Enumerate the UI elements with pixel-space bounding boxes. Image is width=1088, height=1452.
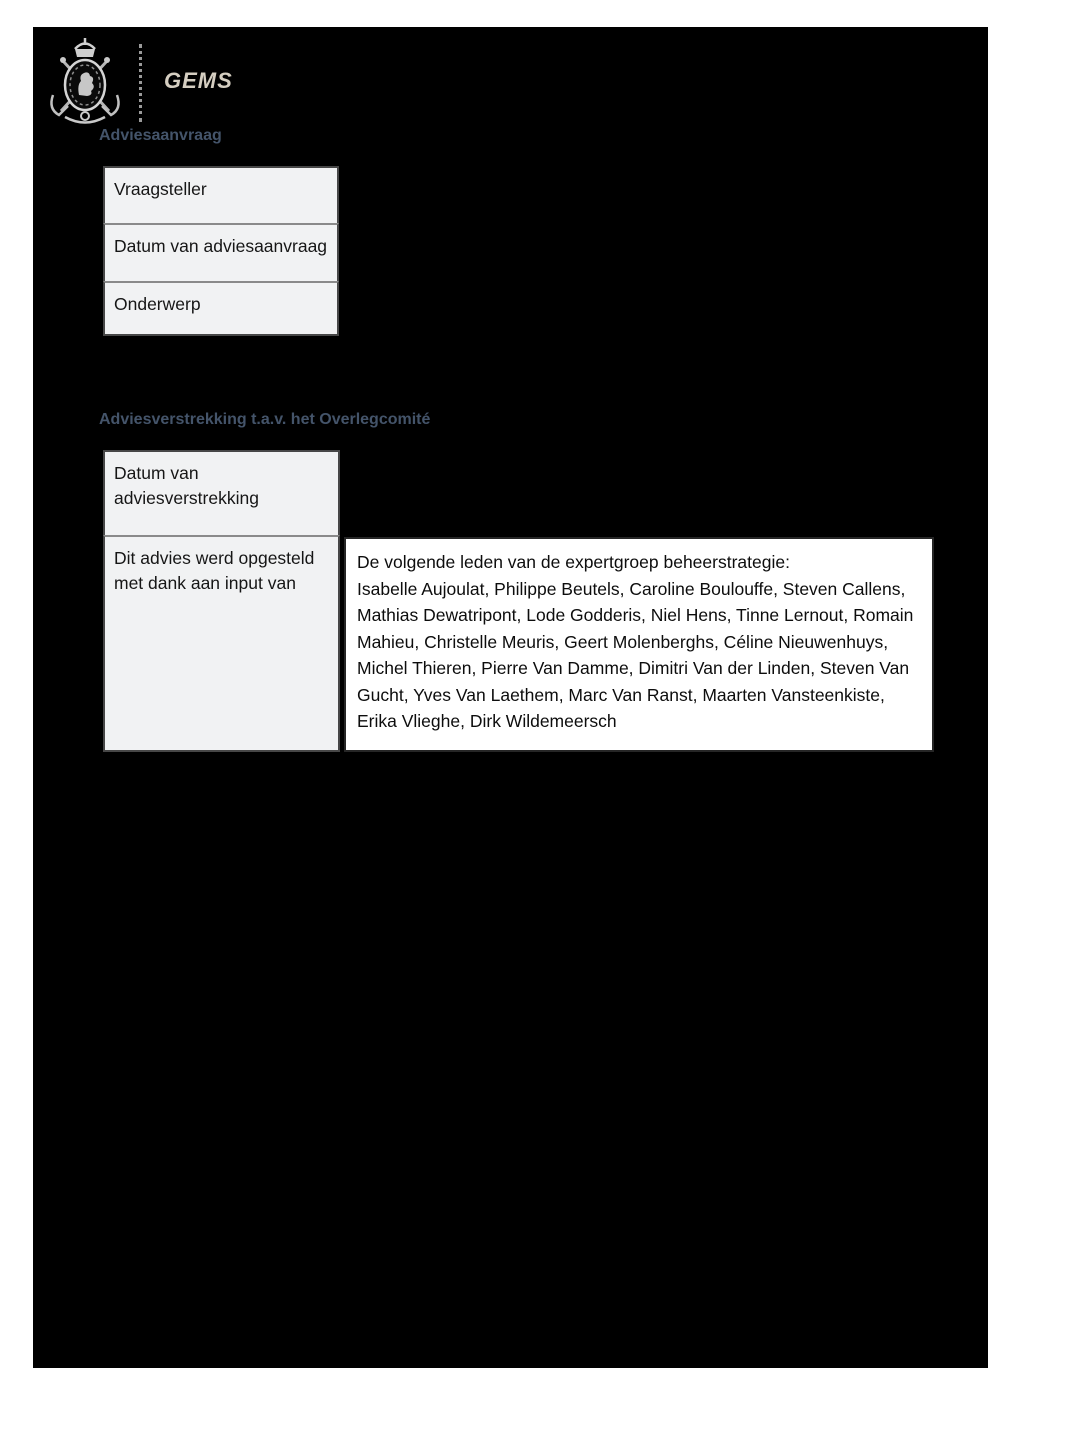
field-label-datum-adviesverstrekking: Datum van adviesverstrekking <box>103 450 340 537</box>
brand-gems: GEMS <box>164 68 233 93</box>
logo-divider <box>139 44 142 122</box>
document-canvas <box>33 27 988 1368</box>
field-label-input-van: Dit advies werd opgesteld met dank aan input van <box>103 535 340 752</box>
expertgroep-member-names: Isabelle Aujoulat, Philippe Beutels, Caroline Boulouffe, Steven Callens, Mathias Dewatripont, Lode Godderis, Niel Hens, Tinne Lernout, Romain Mahieu, Christelle Meuris, Geert Molenberghs, Céline Nieuwenhuys, Michel Thieren, Pierre Van Damme, Dimitri Van der Linden, Steven Van Gucht, Yves Van Laethem, Marc Van Ranst, Maarten Vansteenkiste, Erika Vlieghe, Dirk Wildemeersch <box>357 578 914 731</box>
field-label-onderwerp: Onderwerp <box>103 281 339 336</box>
field-value-expertgroep-leden <box>344 537 934 752</box>
section-heading-adviesverstrekking: Adviesverstrekking t.a.v. het Overlegcomité <box>99 411 431 428</box>
field-label-datum-adviesaanvraag: Datum van adviesaanvraag <box>103 223 339 283</box>
field-label-vraagsteller: Vraagsteller <box>103 166 339 225</box>
expertgroep-intro-line: De volgende leden van de expertgroep beheerstrategie: <box>357 552 790 572</box>
belgian-coat-of-arms-icon <box>43 35 127 131</box>
section-heading-adviesaanvraag: Adviesaanvraag <box>99 127 222 144</box>
